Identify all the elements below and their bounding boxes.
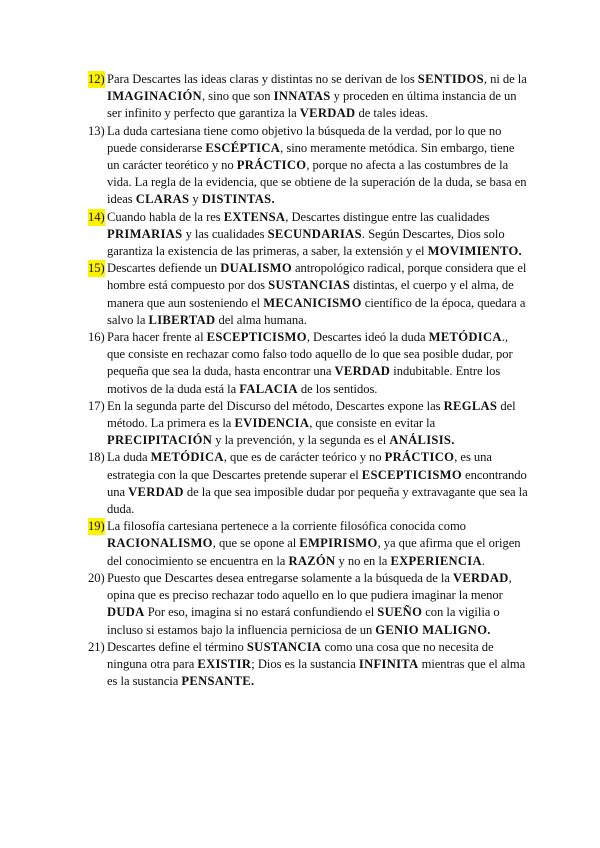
key-term: EXTENSA: [223, 209, 286, 224]
item-text: Descartes define el término: [107, 639, 247, 654]
item-text: Para Descartes las ideas claras y distintas no se derivan de los: [107, 72, 418, 86]
item-text: , Descartes ideó la duda: [306, 330, 429, 345]
item-text: .: [481, 553, 486, 568]
item-number: 21): [88, 639, 105, 654]
key-term: REGLAS: [443, 398, 498, 413]
item-text: . Según Descartes, Dios solo garantiza la existencia de las primeras, a saber, la extensión y el: [107, 226, 505, 259]
key-term: DUDA: [107, 605, 145, 620]
item-text: Cuando habla de la res: [107, 209, 224, 224]
key-term: RAZÓN: [288, 553, 336, 568]
item-number: 16): [88, 330, 105, 345]
key-term: GENIO MALIGNO.: [375, 622, 491, 637]
key-term: CLARAS: [135, 192, 190, 207]
key-term: SUSTANCIA: [246, 639, 322, 654]
item-text: ., que consiste en rechazar como falso todo aquello de lo que sea posible dudar, por pequeña que sea la duda, hasta encontrar una: [107, 330, 513, 379]
key-term: MOVIMIENTO.: [427, 244, 522, 259]
key-term: ESCEPTICISMO: [206, 330, 307, 345]
key-term: EXPERIENCIA: [390, 553, 482, 568]
key-term: SECUNDARIAS: [267, 226, 362, 241]
statement-list: [88, 71, 528, 690]
item-text: La filosofía cartesiana pertenece a la corriente filosófica conocida como: [107, 519, 466, 534]
key-term: INFINITA: [358, 656, 419, 671]
item-text: y proceden en última instancia de un ser infinito y perfecto que garantiza la: [107, 89, 517, 121]
item-text: La duda: [107, 450, 151, 465]
item-number: 12): [88, 71, 105, 88]
item-text: mientras que el alma es la sustancia: [107, 656, 526, 689]
item-text: del alma humana.: [215, 312, 307, 327]
list-item: [88, 209, 528, 261]
item-text: , que es de carácter teórico y no: [223, 450, 385, 465]
key-term: VERDAD: [334, 364, 391, 379]
key-term: LIBERTAD: [148, 312, 216, 327]
key-term: INNATAS: [273, 89, 331, 104]
item-text: científico de la época, quedara a salvo la: [107, 295, 526, 327]
item-text: , porque no afecta a las costumbres de la vida. La regla de la evidencia, que se obtiene de la superación de la duda, se basa en ideas: [107, 158, 527, 207]
key-term: FALACIA: [239, 381, 298, 396]
item-text: de los sentidos.: [297, 381, 378, 396]
key-term: PENSANTE.: [181, 674, 255, 689]
list-item: [88, 449, 528, 518]
list-item: [88, 398, 528, 450]
key-term: IMAGINACIÓN: [107, 89, 202, 104]
item-text: como una cosa que no necesita de ninguna otra para: [107, 639, 494, 671]
list-item: [88, 639, 528, 691]
key-term: EVIDENCIA: [234, 416, 310, 431]
item-text: Para hacer frente al: [107, 330, 207, 345]
item-text: , sino que son: [201, 89, 274, 104]
item-text: Puesto que Descartes desea entregarse solamente a la búsqueda de la: [107, 570, 453, 585]
item-number: 17): [88, 398, 105, 413]
item-text: , opina que es preciso rechazar todo aquello en lo que pudiera imaginar la menor: [107, 570, 512, 603]
key-term: SUEÑO: [377, 605, 423, 620]
item-number: 19): [88, 518, 105, 535]
item-text: , ni de la: [483, 72, 527, 86]
item-text: y: [189, 192, 202, 207]
item-text: La duda cartesiana tiene como objetivo la búsqueda de la verdad, por lo que no puede considerarse: [107, 123, 502, 155]
item-number: 13): [88, 123, 105, 138]
item-text: , es una estrategia con la que Descartes pretende superar el: [107, 450, 492, 482]
key-term: DUALISMO: [220, 261, 292, 276]
key-term: DISTINTAS.: [201, 192, 275, 207]
item-number: 18): [88, 450, 105, 465]
item-text: antropológico radical, porque considera que el hombre está compuesto por dos: [107, 261, 527, 293]
key-term: SUSTANCIAS: [268, 278, 350, 293]
key-term: EXISTIR: [197, 656, 252, 671]
item-text: del método. La primera es la: [107, 398, 516, 431]
list-item: [88, 123, 528, 209]
item-text: de tales ideas.: [355, 106, 429, 121]
key-term: ANÁLISIS.: [389, 433, 455, 448]
key-term: METÓDICA: [428, 330, 502, 345]
item-text: , que se opone al: [212, 536, 300, 551]
item-text: ; Dios es la sustancia: [251, 656, 359, 671]
item-text: , Descartes distingue entre las cualidades: [285, 209, 490, 224]
key-term: EMPIRISMO: [299, 536, 378, 551]
list-item: [88, 329, 528, 398]
item-text: y no en la: [335, 553, 391, 568]
item-text: , que consiste en evitar la: [309, 416, 436, 431]
key-term: MECANICISMO: [263, 295, 362, 310]
item-text: En la segunda parte del Discurso del método, Descartes expone las: [107, 398, 444, 413]
item-text: indubitable. Entre los motivos de la duda está la: [107, 364, 501, 396]
key-term: ESCÉPTICA: [205, 140, 281, 155]
item-text: , ya que afirma que el origen del conocimiento se encuentra en la: [107, 536, 521, 568]
list-item: [88, 71, 528, 123]
key-term: RACIONALISMO: [107, 536, 213, 551]
key-term: VERDAD: [128, 484, 184, 499]
item-text: de la que sea imposible dudar por pequeña y extravagante que sea la duda.: [107, 484, 528, 517]
item-number: 15): [88, 260, 105, 277]
list-item: [88, 570, 528, 639]
item-text: Por eso, imagina si no estará confundiendo el: [144, 605, 378, 620]
item-text: encontrando una: [107, 467, 527, 499]
key-term: PRIMARIAS: [107, 226, 183, 241]
key-term: PRÁCTICO: [236, 158, 307, 173]
item-text: Descartes defiende un: [107, 261, 221, 276]
list-item: [88, 260, 528, 329]
key-term: VERDAD: [452, 570, 509, 585]
item-text: con la vigilia o incluso si estamos bajo la influencia perniciosa de un: [107, 605, 500, 637]
item-text: y la prevención, y la segunda es el: [212, 433, 390, 448]
key-term: PRECIPITACIÓN: [107, 433, 213, 448]
key-term: METÓDICA: [150, 450, 224, 465]
item-text: , sino meramente metódica. Sin embargo, tiene un carácter teorético y no: [107, 140, 515, 173]
list-item: [88, 518, 528, 570]
item-number: 20): [88, 570, 105, 585]
item-number: 14): [88, 209, 105, 226]
key-term: VERDAD: [299, 106, 356, 121]
key-term: ESCEPTICISMO: [361, 467, 462, 482]
item-text: distintas, el cuerpo y el alma, de manera que aun sosteniendo el: [107, 278, 514, 310]
key-term: SENTIDOS: [417, 72, 484, 86]
item-text: y las cualidades: [182, 226, 268, 241]
key-term: PRÁCTICO: [384, 450, 455, 465]
